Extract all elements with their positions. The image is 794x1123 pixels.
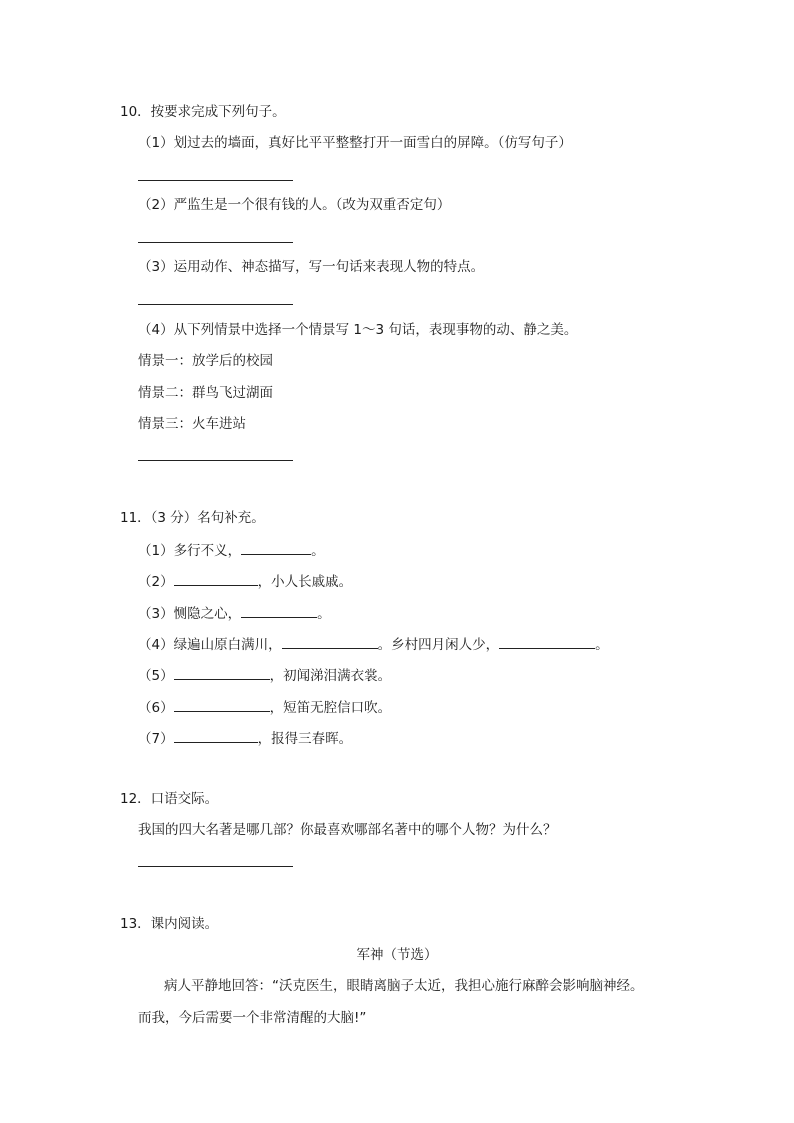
q12-answer-line[interactable] [138, 866, 293, 867]
q11-item-1-suffix: 。 [311, 543, 325, 559]
q11-item-2-prefix: （2） [138, 574, 174, 590]
q13-paragraph-line-1: 病人平静地回答：“沃克医生，眼睛离脑子太近，我担心施行麻醉会影响脑神经。 [164, 978, 644, 994]
q10-answer-line-1[interactable] [138, 180, 293, 181]
q10-item-2: （2）严监生是一个很有钱的人。（改为双重否定句） [138, 197, 451, 213]
q10-answer-line-2[interactable] [138, 242, 293, 243]
q11-blank-6[interactable] [174, 697, 270, 712]
q11-item-3 [138, 603, 331, 623]
q10-answer-line-4[interactable] [138, 460, 293, 461]
q11-blank-5[interactable] [174, 665, 270, 680]
q11-item-3-prefix: （3）恻隐之心， [138, 606, 242, 622]
q10-title: 10．按要求完成下列句子。 [120, 104, 286, 120]
q11-item-1-prefix: （1）多行不义， [138, 543, 242, 559]
q11-title: 11．（3 分）名句补充。 [120, 510, 265, 526]
q11-blank-2[interactable] [174, 571, 258, 586]
q11-item-4-suffix: 。 [595, 637, 609, 653]
q11-item-5-suffix: ，初闻涕泪满衣裳。 [269, 668, 392, 684]
q11-item-2-suffix: ，小人长戚戚。 [257, 574, 353, 590]
q11-item-7-suffix: ，报得三春晖。 [257, 731, 353, 747]
q11-item-4 [138, 634, 609, 654]
q11-item-6-prefix: （6） [138, 700, 174, 716]
q10-item-1: （1）划过去的墙面，真好比平平整整打开一面雪白的屏障。（仿写句子） [138, 135, 572, 151]
q11-item-4-prefix: （4）绿遍山原白满川， [138, 637, 282, 653]
q11-blank-1[interactable] [241, 540, 311, 555]
q10-scene-3: 情景三：火车进站 [138, 416, 246, 432]
q10-answer-line-3[interactable] [138, 304, 293, 305]
q11-item-7-prefix: （7） [138, 731, 174, 747]
q11-blank-7[interactable] [174, 728, 258, 743]
q11-blank-3[interactable] [241, 603, 317, 618]
q12-question: 我国的四大名著是哪几部？你最喜欢哪部名著中的哪个人物？为什么？ [138, 822, 557, 838]
q11-item-7 [138, 728, 352, 748]
q10-scene-2: 情景二：群鸟飞过湖面 [138, 385, 273, 401]
q11-blank-4a[interactable] [282, 634, 378, 649]
q11-item-1 [138, 540, 325, 560]
q11-item-5-prefix: （5） [138, 668, 174, 684]
q11-item-6 [138, 697, 391, 717]
q10-item-3: （3）运用动作、神态描写，写一句话来表现人物的特点。 [138, 259, 485, 275]
q10-item-4: （4）从下列情景中选择一个情景写 1～3 句话，表现事物的动、静之美。 [138, 322, 578, 338]
q11-blank-4b[interactable] [499, 634, 595, 649]
q11-item-2 [138, 571, 352, 591]
q13-title: 13．课内阅读。 [120, 916, 219, 932]
q13-paragraph-line-2: 而我，今后需要一个非常清醒的大脑!” [138, 1010, 367, 1026]
q11-item-5 [138, 665, 391, 685]
q10-scene-1: 情景一：放学后的校园 [138, 353, 273, 369]
q11-item-4-mid: 。乡村四月闲人少， [377, 637, 500, 653]
q11-item-3-suffix: 。 [317, 606, 331, 622]
q13-passage-title: 军神（节选） [356, 947, 438, 963]
q11-item-6-suffix: ，短笛无腔信口吹。 [269, 700, 392, 716]
q12-title: 12．口语交际。 [120, 791, 219, 807]
